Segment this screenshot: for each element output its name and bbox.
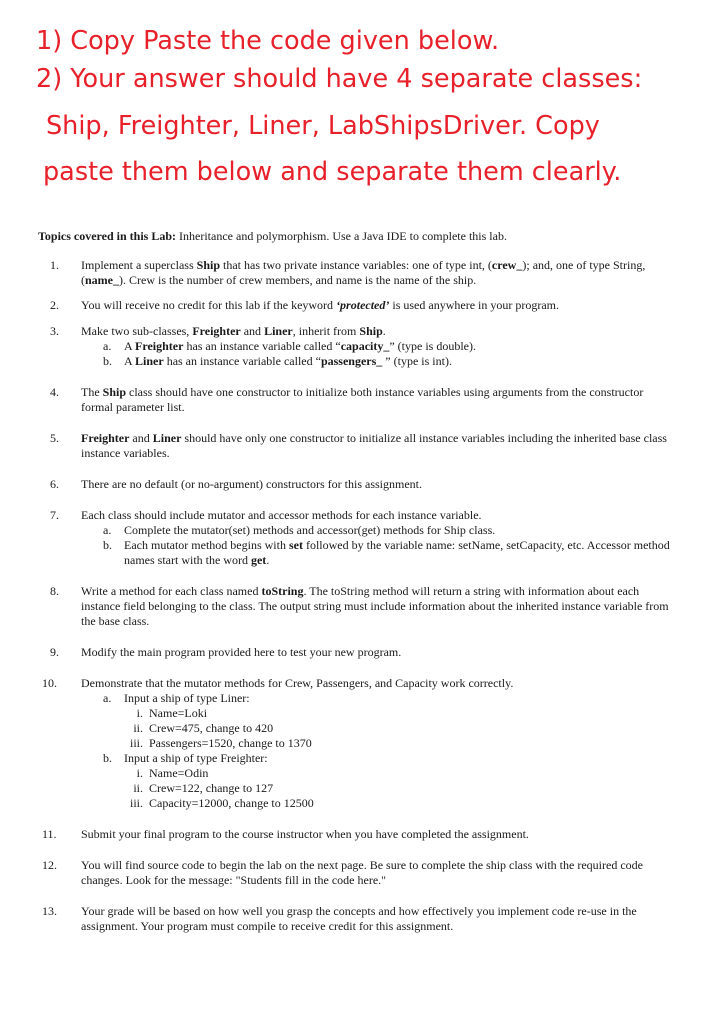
item-number: 11. xyxy=(42,827,57,841)
item-text: You will receive no credit for this lab if the keyword xyxy=(81,298,337,312)
item-text: Name=Odin xyxy=(149,766,209,780)
list-item xyxy=(38,676,678,811)
item-bold: Freighter xyxy=(192,324,241,338)
item-text: has an instance variable called “ xyxy=(183,339,341,353)
item-number: 10. xyxy=(42,676,57,690)
sub-sub-list-item xyxy=(81,706,678,721)
item-text: has an instance variable called “ xyxy=(163,354,321,368)
list-item xyxy=(38,508,678,568)
item-text: A xyxy=(124,339,136,353)
item-number: ii. xyxy=(133,781,143,795)
item-bold: capacity_ xyxy=(340,339,390,353)
item-number: 1. xyxy=(50,258,59,272)
sub-sub-list-item xyxy=(81,781,678,796)
item-bold: Ship xyxy=(196,258,220,272)
item-bold: Liner xyxy=(152,431,182,445)
item-text: . xyxy=(382,324,386,338)
sub-sub-list xyxy=(81,706,678,751)
topics-line xyxy=(38,229,507,244)
item-text: Crew=475, change to 420 xyxy=(149,721,274,735)
item-text: Implement a superclass xyxy=(81,258,197,272)
item-text: Each class should include mutator and accessor methods for each instance variable. xyxy=(81,508,482,522)
item-text: Complete the mutator(set) methods and accessor(get) methods for Ship class. xyxy=(124,523,496,537)
instruction-line-3: Ship, Freighter, Liner, LabShipsDriver. Copy xyxy=(46,111,600,141)
list-item xyxy=(38,298,678,313)
sub-list xyxy=(81,691,678,811)
item-text: A xyxy=(124,354,136,368)
list-item xyxy=(38,477,678,492)
list-item xyxy=(38,858,678,888)
item-number: i. xyxy=(136,706,143,720)
item-text: ). Crew is the number of crew members, and name is the name of the ship. xyxy=(119,273,477,287)
instruction-line-4: paste them below and separate them clearly. xyxy=(43,157,622,187)
sub-list-item xyxy=(81,523,678,538)
item-number: b. xyxy=(103,354,112,368)
item-text: , inherit from xyxy=(292,324,360,338)
item-bold: crew_ xyxy=(491,258,523,272)
topics-text: Inheritance and polymorphism. Use a Java IDE to complete this lab. xyxy=(176,229,507,243)
item-bold: Freighter xyxy=(135,339,184,353)
item-text: is used anywhere in your program. xyxy=(389,298,559,312)
list-item xyxy=(38,385,678,415)
item-number: 7. xyxy=(50,508,59,522)
list-item xyxy=(38,584,678,629)
item-text: Capacity=12000, change to 12500 xyxy=(149,796,314,810)
list-item xyxy=(38,904,678,934)
list-item xyxy=(38,431,678,461)
item-text: Passengers=1520, change to 1370 xyxy=(149,736,312,750)
list-item xyxy=(38,827,678,842)
item-text: Make two sub-classes, xyxy=(81,324,193,338)
item-text: Input a ship of type Freighter: xyxy=(124,751,268,765)
item-text: There are no default (or no-argument) constructors for this assignment. xyxy=(81,477,423,491)
sub-list-item xyxy=(81,339,678,354)
sub-sub-list xyxy=(81,766,678,811)
sub-list-item xyxy=(81,751,678,811)
item-number: a. xyxy=(103,523,112,537)
item-text: . xyxy=(266,553,270,567)
item-number: ii. xyxy=(133,721,143,735)
sub-list xyxy=(81,523,678,568)
list-item xyxy=(38,324,678,369)
instruction-line-2: 2) Your answer should have 4 separate classes: xyxy=(36,64,643,94)
item-text: The xyxy=(81,385,103,399)
item-number: b. xyxy=(103,751,112,765)
item-text: ” (type is double). xyxy=(389,339,477,353)
item-number: 2. xyxy=(50,298,59,312)
sub-list-item xyxy=(81,691,678,751)
item-number: 12. xyxy=(42,858,57,872)
item-text: Input a ship of type Liner: xyxy=(124,691,250,705)
item-number: 13. xyxy=(42,904,57,918)
item-text: Crew=122, change to 127 xyxy=(149,781,274,795)
item-number: 6. xyxy=(50,477,59,491)
item-number: iii. xyxy=(129,736,143,750)
item-number: 5. xyxy=(50,431,59,445)
item-text: and xyxy=(129,431,153,445)
lab-steps-list xyxy=(38,258,678,934)
item-text: ); and, one of type String, ( xyxy=(81,258,646,287)
item-bold: Freighter xyxy=(81,431,130,445)
instruction-line-1: 1) Copy Paste the code given below. xyxy=(36,26,500,56)
item-number: a. xyxy=(103,339,112,353)
item-number: 4. xyxy=(50,385,59,399)
sub-sub-list-item xyxy=(81,736,678,751)
item-bold-italic: ‘protected’ xyxy=(336,298,390,312)
item-number: i. xyxy=(136,766,143,780)
item-text: and xyxy=(240,324,265,338)
item-text: followed by the variable name: setName, setCapacity, etc. Accessor method names start with the word xyxy=(124,538,670,567)
item-text: should have only one constructor to initialize all instance variables including the inherited base class instance variables. xyxy=(81,431,667,460)
item-text: Your grade will be based on how well you grasp the concepts and how effectively you implement code re-use in the assignment. Your program must compile to receive credit for this assignment. xyxy=(81,904,637,933)
sub-list xyxy=(81,339,678,369)
item-bold: Liner xyxy=(135,354,164,368)
list-item xyxy=(38,645,678,660)
item-text: You will find source code to begin the lab on the next page. Be sure to complete the ship class with the required code changes. Look for the message: "Students fill in the code here." xyxy=(81,858,643,887)
item-bold: set xyxy=(288,538,303,552)
item-text: Demonstrate that the mutator methods for Crew, Passengers, and Capacity work correctly. xyxy=(81,676,514,690)
sub-list-item xyxy=(81,538,678,568)
item-text: Name=Loki xyxy=(149,706,208,720)
item-text: ” (type is int). xyxy=(382,354,452,368)
item-number: iii. xyxy=(129,796,143,810)
item-number: b. xyxy=(103,538,112,552)
sub-list-item xyxy=(81,354,678,369)
item-number: 8. xyxy=(50,584,59,598)
item-number: 3. xyxy=(50,324,59,338)
item-bold: get xyxy=(250,553,267,567)
sub-sub-list-item xyxy=(81,766,678,781)
sub-sub-list-item xyxy=(81,721,678,736)
item-text: Modify the main program provided here to test your new program. xyxy=(81,645,402,659)
item-text: class should have one constructor to initialize both instance variables using arguments from the constructor formal parameter list. xyxy=(81,385,644,414)
item-text: Each mutator method begins with xyxy=(124,538,289,552)
item-number: a. xyxy=(103,691,112,705)
sub-sub-list-item xyxy=(81,796,678,811)
item-bold: name_ xyxy=(85,273,119,287)
item-bold: passengers_ xyxy=(320,354,383,368)
item-bold: Ship xyxy=(359,324,383,338)
item-text: Submit your final program to the course instructor when you have completed the assignment. xyxy=(81,827,529,841)
list-item xyxy=(38,258,678,288)
item-number: 9. xyxy=(50,645,59,659)
item-bold: Liner xyxy=(264,324,293,338)
item-text: . The toString method will return a string with information about each instance field belonging to the class. The output string must include information about the inherited instance variable from the base class. xyxy=(81,584,669,628)
item-bold: toString xyxy=(261,584,304,598)
topics-label: Topics covered in this Lab: xyxy=(38,229,177,243)
item-text: that has two private instance variables: one of type int, ( xyxy=(220,258,492,272)
item-text: Write a method for each class named xyxy=(81,584,262,598)
item-bold: Ship xyxy=(102,385,127,399)
